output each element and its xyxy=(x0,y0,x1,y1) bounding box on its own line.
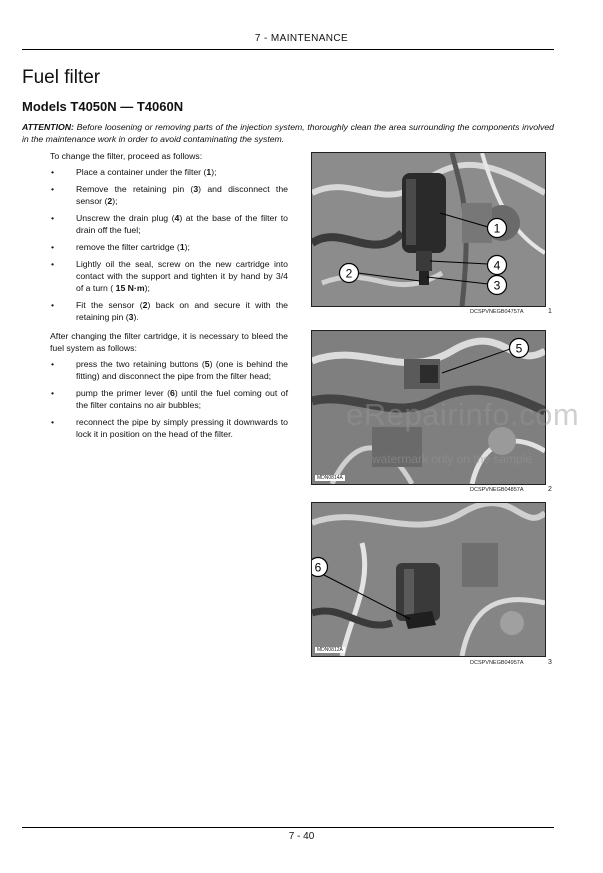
attention-label: ATTENTION: xyxy=(22,122,74,132)
bullet: • xyxy=(51,259,55,269)
bullet: • xyxy=(51,167,55,177)
step-text: Place a container under the filter ( xyxy=(76,167,207,177)
watermark-site: eRepairinfo.com xyxy=(346,397,580,432)
step-reference: 15 N·m xyxy=(115,283,145,293)
step-reference: 1 xyxy=(179,242,185,252)
change-filter-intro: To change the filter, proceed as follows: xyxy=(50,151,203,161)
svg-text:2: 2 xyxy=(345,266,353,281)
models-heading: Models T4050N — T4060N xyxy=(22,99,184,114)
watermark-note: watermark only on the sample xyxy=(372,452,533,466)
bullet: • xyxy=(51,213,55,223)
figure-2-mdn-label: MDN0814A xyxy=(317,475,343,481)
header-rule xyxy=(22,49,554,50)
bullet: • xyxy=(51,417,55,427)
step-reference: 6 xyxy=(170,388,175,398)
step-reference: 1 xyxy=(206,167,212,177)
attention-note xyxy=(22,121,554,145)
step-text: ); xyxy=(211,167,217,177)
callout-1 xyxy=(488,219,507,238)
svg-text:6: 6 xyxy=(314,560,322,575)
step-reference: 2 xyxy=(107,196,113,206)
callout-3 xyxy=(488,276,507,295)
step-text: press the two retaining buttons ( xyxy=(76,359,205,369)
step-text: ) back on and secure it with the retaining pin ( xyxy=(76,300,289,322)
step-text: Fit the sensor ( xyxy=(76,300,143,310)
bullet: • xyxy=(51,388,55,398)
bleed-steps xyxy=(50,358,288,445)
figure-3-number: 3 xyxy=(548,659,552,666)
step-item xyxy=(50,166,288,178)
attention-text: Before loosening or removing parts of the injection system, thoroughly clean the area surrounding the components involved in the maintenance work in order to avoid contaminating the system. xyxy=(22,122,554,144)
figure-1-caption: DCSPVNEGB04757A xyxy=(470,309,524,315)
step-text: Unscrew the drain plug ( xyxy=(76,213,175,223)
step-item xyxy=(50,358,288,382)
step-reference: 4 xyxy=(174,213,180,223)
step-text: reconnect the pipe by simply pressing it downwards to lock it in position on the head of the filter. xyxy=(76,417,288,439)
svg-text:4: 4 xyxy=(493,258,501,273)
callout-5 xyxy=(510,339,529,358)
bullet: • xyxy=(51,242,55,252)
svg-text:1: 1 xyxy=(493,221,501,236)
step-text: ); xyxy=(144,283,150,293)
page-title: Fuel filter xyxy=(22,67,101,88)
step-item xyxy=(50,416,288,440)
step-text: ) at the base of the filter to drain off the fuel; xyxy=(76,213,288,235)
svg-text:3: 3 xyxy=(493,278,501,293)
callout-4 xyxy=(488,256,507,275)
step-text: ) until the fuel coming out of the filter contains no air bubbles; xyxy=(76,388,288,410)
step-text: ); xyxy=(184,242,190,252)
step-text: remove the filter cartridge ( xyxy=(76,242,180,252)
step-reference: 3 xyxy=(193,184,199,194)
step-text: Lightly oil the seal, screw on the new cartridge into contact with the support and tighten it by hand by 3/4 of a turn ( xyxy=(76,259,288,293)
step-item xyxy=(50,212,288,236)
step-item xyxy=(50,299,288,323)
figure-3-callouts xyxy=(312,503,545,656)
figure-1-callouts xyxy=(312,153,545,306)
step-text: ) (one is behind the fitting) and disconnect the pipe from the filter head; xyxy=(76,359,289,381)
section-header: 7 - MAINTENANCE xyxy=(254,33,349,44)
step-text: ) and disconnect the sensor ( xyxy=(76,184,288,206)
change-filter-steps xyxy=(50,166,288,328)
figure-2-number: 2 xyxy=(548,486,552,493)
figure-1-fuel-filter-photo xyxy=(311,152,546,307)
step-text: ). xyxy=(133,312,139,322)
step-reference: 2 xyxy=(142,300,148,310)
step-text: pump the primer lever ( xyxy=(76,388,171,398)
figure-3-primer-lever-photo xyxy=(311,502,546,657)
step-reference: 5 xyxy=(204,359,210,369)
figure-3-caption: DCSPVNEGB04957A xyxy=(470,660,524,666)
step-reference: 3 xyxy=(128,312,134,322)
bullet: • xyxy=(51,184,55,194)
step-text: Remove the retaining pin ( xyxy=(76,184,194,194)
step-text: ); xyxy=(112,196,118,206)
figure-2-caption: DCSPVNEGB04857A xyxy=(470,487,524,493)
bullet: • xyxy=(51,300,55,310)
step-item xyxy=(50,387,288,411)
svg-text:5: 5 xyxy=(515,341,523,356)
figure-1-number: 1 xyxy=(548,308,552,315)
figure-3-mdn-label: MDN0812A xyxy=(317,647,343,653)
step-item xyxy=(50,241,288,253)
footer-rule xyxy=(22,827,554,828)
callout-6 xyxy=(312,558,328,577)
callout-2 xyxy=(340,264,359,283)
step-item xyxy=(50,258,288,294)
bullet: • xyxy=(51,359,55,369)
bleed-intro: After changing the filter cartridge, it is necessary to bleed the fuel system as follows: xyxy=(50,331,288,353)
step-item xyxy=(50,183,288,207)
page-number: 7 - 40 xyxy=(288,831,315,842)
